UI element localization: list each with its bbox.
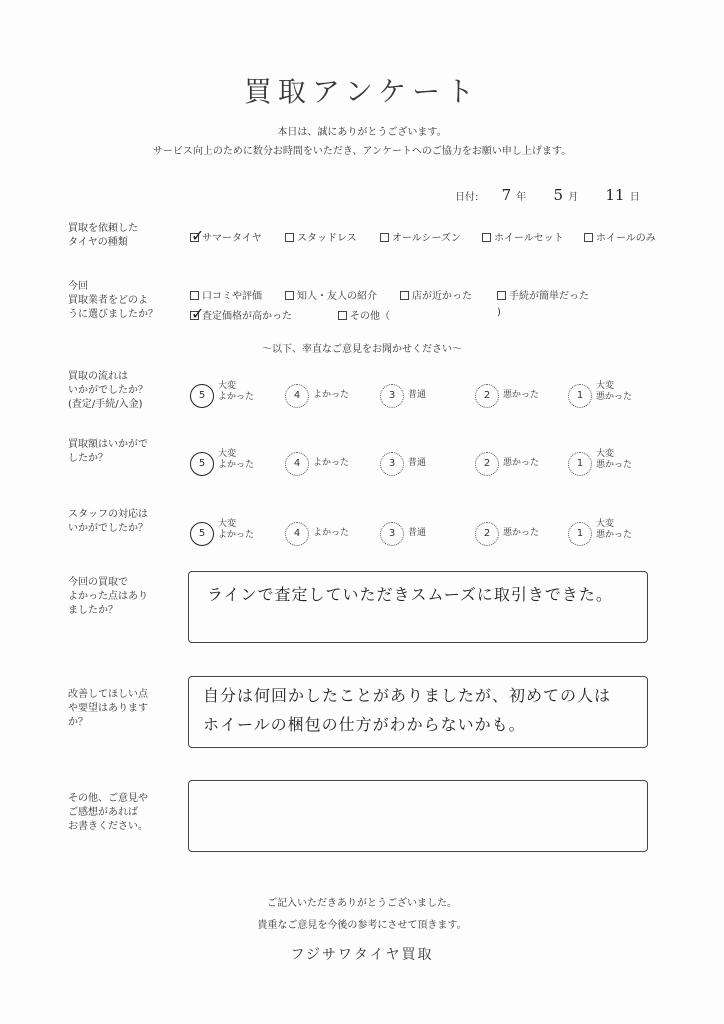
rating-circle-1[interactable]: 1 — [568, 452, 592, 476]
option-label: 手続が簡単だった — [509, 291, 589, 302]
good-points-box[interactable] — [188, 571, 648, 643]
option-label: 店が近かった — [412, 291, 472, 302]
improve-answer-line-1: 自分は何回かしたことがありましたが、初めての人は — [203, 686, 612, 705]
rating-option-label: 悪かった — [503, 528, 540, 538]
rating-circle-4[interactable]: 4 — [285, 384, 309, 408]
good-points-label: 今回の買取で よかった点はあり ましたか？ — [68, 577, 148, 616]
checkbox[interactable] — [285, 291, 294, 300]
checkbox[interactable] — [400, 291, 409, 300]
rating-circle-3[interactable]: 3 — [380, 384, 404, 408]
checkbox[interactable] — [338, 311, 347, 320]
rating-option-label: 普通 — [408, 528, 427, 538]
q2-option-easy[interactable] — [497, 287, 589, 302]
q2-option-referral[interactable] — [285, 287, 377, 302]
page-title: 買取アンケート — [243, 75, 481, 108]
date-label: 日付: — [455, 192, 479, 203]
improve-label: 改善してほしい点 や要望はあります か？ — [68, 689, 148, 728]
date-day-unit: 日 — [629, 192, 640, 203]
date-row — [455, 186, 640, 204]
other-box[interactable] — [188, 780, 648, 852]
rating-circle-1[interactable]: 1 — [568, 384, 592, 408]
rating-option-label: 悪かった — [503, 458, 540, 468]
rating-option-label: 大変 悪かった — [596, 381, 633, 402]
good-points-answer: ラインで査定していただきスムーズに取引きできた。 — [207, 585, 613, 604]
rating-question-label: 買取の流れは いかがでしたか？ (査定/手続/入金) — [68, 371, 148, 410]
checkbox[interactable] — [190, 226, 205, 245]
q2-label: 今回 買取業者をどのよ うに選びましたか？ — [68, 281, 158, 320]
date-year[interactable]: 7 — [501, 186, 512, 204]
date-day[interactable]: 11 — [605, 186, 625, 204]
option-label: その他（ — [350, 311, 390, 322]
q1-option-summer[interactable] — [190, 226, 262, 245]
option-label: 査定価格が高かった — [202, 311, 292, 322]
rating-option-label: よかった — [313, 390, 350, 400]
option-label: ホイールのみ — [596, 233, 656, 244]
improve-answer-line-2: ホイールの梱包の仕方がわからないかも。 — [203, 715, 526, 734]
rating-question-label: スタッフの対応は いかがでしたか？ — [68, 509, 148, 534]
q1-option-studless[interactable] — [285, 229, 357, 244]
rating-circle-4[interactable]: 4 — [285, 452, 309, 476]
q1-option-allseason[interactable] — [380, 229, 461, 244]
checkbox[interactable] — [497, 291, 506, 300]
rating-circle-3[interactable]: 3 — [380, 452, 404, 476]
rating-option-label: 普通 — [408, 458, 427, 468]
option-label: ホイールセット — [494, 233, 564, 244]
option-label: サマータイヤ — [202, 233, 262, 244]
checkbox[interactable] — [380, 233, 389, 242]
date-month[interactable]: 5 — [553, 186, 564, 204]
rating-option-label: 大変 よかった — [218, 519, 255, 540]
rating-circle-5[interactable]: 5 — [190, 522, 214, 546]
rating-circle-2[interactable]: 2 — [475, 384, 499, 408]
rating-circle-1[interactable]: 1 — [568, 522, 592, 546]
intro-line-1: 本日は、誠にありがとうございます。 — [277, 127, 447, 138]
option-label: オールシーズン — [392, 233, 462, 244]
checkbox[interactable] — [190, 304, 205, 323]
footer-line-2: 貴重なご意見を今後の参考にさせて頂きます。 — [257, 920, 467, 931]
intro-line-2: サービス向上のために数分お時間をいただき、アンケートへのご協力をお願い申し上げます。 — [152, 146, 572, 157]
date-month-unit: 月 — [568, 192, 579, 203]
q2-option-other[interactable] — [338, 307, 390, 322]
rating-circle-3[interactable]: 3 — [380, 522, 404, 546]
checkbox[interactable] — [190, 291, 199, 300]
q2-option-high-price[interactable] — [190, 304, 292, 323]
rating-option-label: 大変 よかった — [218, 449, 255, 470]
rating-option-label: 普通 — [408, 390, 427, 400]
q1-option-wheelset[interactable] — [482, 229, 564, 244]
rating-circle-2[interactable]: 2 — [475, 452, 499, 476]
company-name: フジサワタイヤ買取 — [290, 947, 434, 963]
option-label: 口コミや評価 — [202, 291, 262, 302]
rating-circle-4[interactable]: 4 — [285, 522, 309, 546]
section-divider: ～以下、率直なご意見をお聞かせください～ — [262, 344, 462, 355]
check-mark-icon: ✓ — [191, 304, 205, 323]
rating-option-label: よかった — [313, 458, 350, 468]
q2-other-close: ) — [497, 307, 501, 318]
footer-line-1: ご記入いただきありがとうございました。 — [267, 898, 457, 909]
rating-circle-5[interactable]: 5 — [190, 452, 214, 476]
rating-question-label: 買取額はいかがで したか？ — [68, 439, 148, 464]
q1-label: 買取を依頼した タイヤの種類 — [68, 223, 138, 248]
q2-option-nearby[interactable] — [400, 287, 472, 302]
q1-option-wheelonly[interactable] — [584, 229, 656, 244]
option-label: 知人・友人の紹介 — [297, 291, 377, 302]
rating-option-label: 大変 悪かった — [596, 449, 633, 470]
date-year-unit: 年 — [516, 192, 527, 203]
rating-option-label: よかった — [313, 528, 350, 538]
checkbox[interactable] — [584, 233, 593, 242]
rating-circle-2[interactable]: 2 — [475, 522, 499, 546]
other-label: その他、ご意見や ご感想があれば お書きください。 — [68, 793, 148, 832]
q2-option-reviews[interactable] — [190, 287, 262, 302]
rating-option-label: 大変 よかった — [218, 381, 255, 402]
checkbox[interactable] — [482, 233, 491, 242]
rating-option-label: 悪かった — [503, 390, 540, 400]
check-mark-icon: ✓ — [191, 226, 205, 245]
rating-circle-5[interactable]: 5 — [190, 384, 214, 408]
improve-box[interactable] — [188, 676, 648, 748]
rating-option-label: 大変 悪かった — [596, 519, 633, 540]
option-label: スタッドレス — [297, 233, 357, 244]
checkbox[interactable] — [285, 233, 294, 242]
